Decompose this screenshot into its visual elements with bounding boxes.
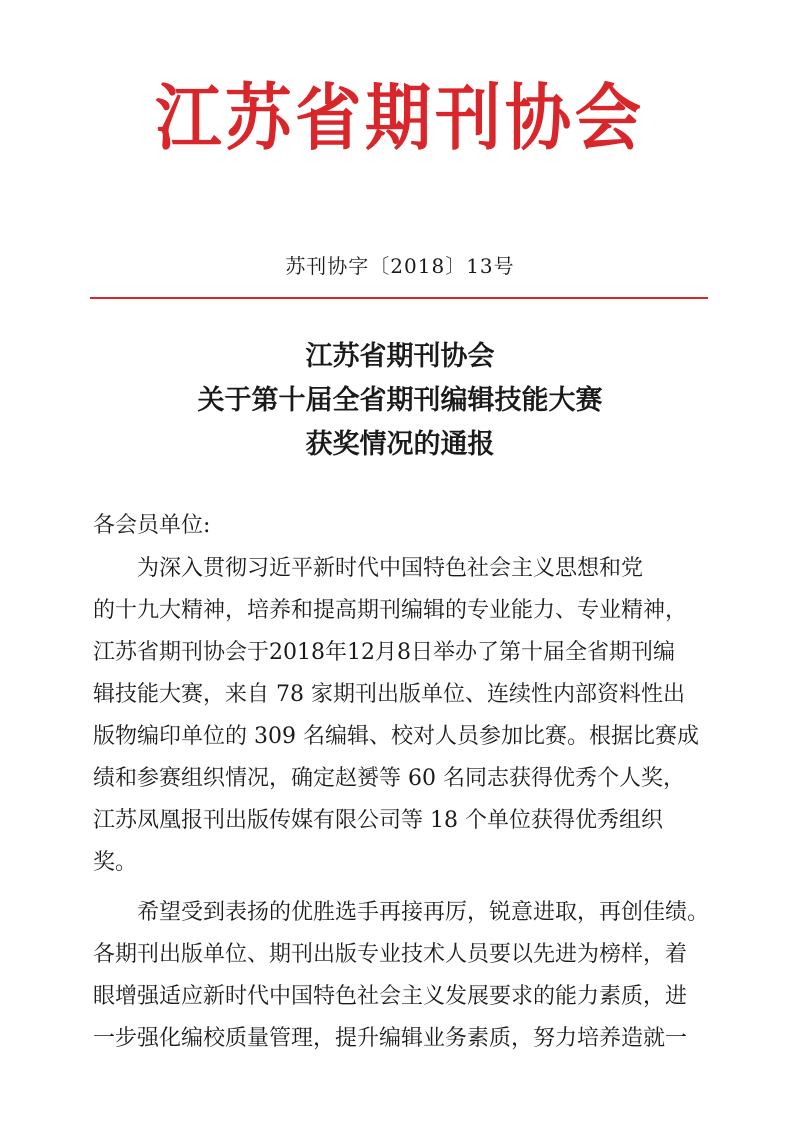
paragraph-line: 版物编印单位的 309 名编辑、校对人员参加比赛。根据比赛成 [93,724,699,749]
paragraph-line: 眼增强适应新时代中国特色社会主义发展要求的能力素质，进 [93,984,688,1009]
paragraph-line: 辑技能大赛，来自 78 家期刊出版单位、连续性内部资料性出 [93,682,685,707]
document-title [0,335,800,467]
paragraph-line: 江苏省期刊协会于2018年12月8日举办了第十届全省期刊编 [93,640,675,665]
paragraph-line: 绩和参赛组织情况，确定赵赟等 60 名同志获得优秀个人奖， [93,766,685,791]
document-body [93,548,713,1068]
paragraph-line: 希望受到表扬的优胜选手再接再厉，锐意进取，再创佳绩。 [137,900,710,925]
salutation: 各会员单位: [93,513,211,538]
paragraph-line: 江苏凤凰报刊出版传媒有限公司等 18 个单位获得优秀组织 [93,808,663,833]
title-line-3: 获奖情况的通报 [305,429,495,460]
doc-number: 苏刊协字〔2018〕13号 [285,254,515,278]
paragraph-line: 的十九大精神，培养和提高期刊编辑的专业能力、专业精神， [93,598,688,623]
paragraph-2 [93,892,713,1060]
paragraph-line: 各期刊出版单位、期刊出版专业技术人员要以先进为榜样，着 [93,942,688,967]
paragraph-line: 一步强化编校质量管理，提升编辑业务素质，努力培养造就一 [93,1026,688,1051]
title-line-2: 关于第十届全省期刊编辑技能大赛 [197,385,603,416]
paragraph-line: 奖。 [93,850,138,875]
paragraph-1 [93,548,713,884]
org-masthead: 江苏省期刊协会 [155,76,645,160]
paragraph-line: 为深入贯彻习近平新时代中国特色社会主义思想和党 [137,556,644,581]
title-line-1: 江苏省期刊协会 [305,341,495,372]
red-divider-line [90,297,708,299]
